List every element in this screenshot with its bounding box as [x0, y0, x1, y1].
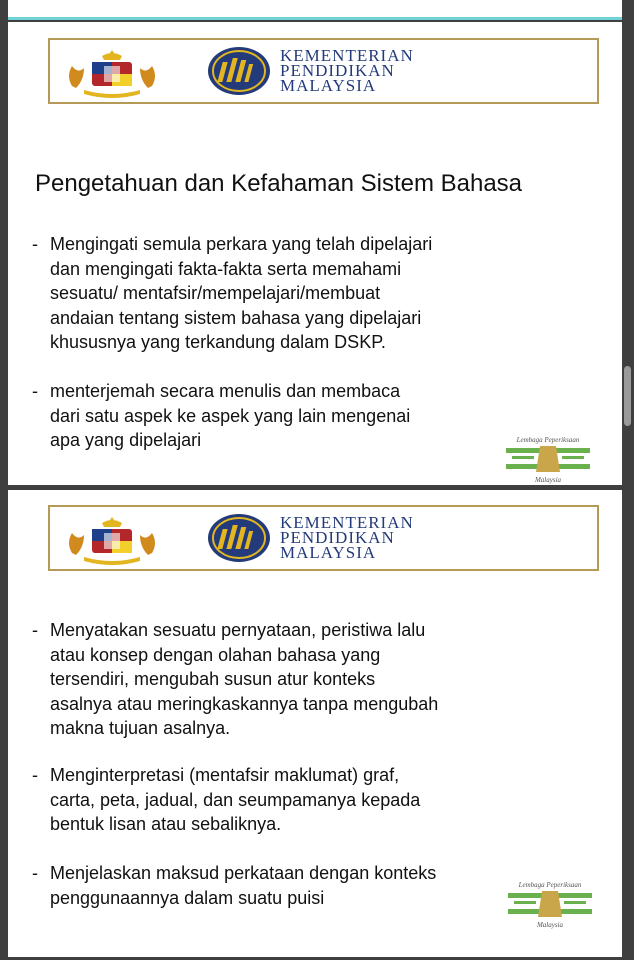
bullet-marker: - — [32, 234, 38, 254]
bullet-item — [32, 232, 432, 355]
bullet-line: makna tujuan asalnya. — [50, 718, 231, 738]
bullet-item — [32, 763, 420, 837]
bullet-line: Menyatakan sesuatu pernyataan, peristiwa lalu — [50, 620, 426, 640]
bullet-line: dan mengingati fakta-fakta serta memahami — [50, 258, 402, 279]
ministry-name — [280, 48, 414, 93]
bullet-line: Menginterpretasi (mentafsir maklumat) graf, — [50, 765, 400, 785]
bullet-marker: - — [32, 863, 38, 883]
bullet-line: Mengingati semula perkara yang telah dipelajari — [50, 234, 433, 254]
bullet-marker: - — [32, 765, 38, 785]
bullet-line: andaian tentang sistem bahasa yang dipelajari — [50, 307, 422, 328]
stamp-text-bottom: Malaysia — [536, 921, 564, 929]
bullet-line: bentuk lisan atau sebaliknya. — [50, 814, 282, 834]
slide-header — [48, 505, 599, 571]
ministry-line: KEMENTERIAN — [280, 46, 414, 65]
ministry-logo-icon — [207, 46, 271, 96]
ministry-logo-icon — [207, 513, 271, 563]
bullet-line: sesuatu/ mentafsir/mempelajari/membuat — [50, 283, 381, 303]
bullet-item — [32, 618, 438, 741]
previous-page-edge — [8, 0, 622, 20]
exam-board-stamp-icon — [500, 875, 600, 935]
stamp-text-top: Lembaga Peperiksaan — [518, 881, 582, 889]
ministry-line: MALAYSIA — [280, 543, 377, 562]
bullet-line: tersendiri, mengubah susun atur konteks — [50, 669, 376, 689]
bullet-line: asalnya atau meringkaskannya tanpa mengubah — [50, 693, 439, 714]
stamp-text-top: Lembaga Peperiksaan — [516, 436, 580, 444]
bullet-line: apa yang dipelajari — [50, 430, 202, 450]
scrollbar-thumb[interactable] — [624, 366, 631, 426]
bullet-item — [32, 861, 436, 910]
bullet-item — [32, 379, 410, 453]
slide-2 — [8, 490, 622, 957]
ministry-name — [280, 515, 414, 560]
coat-of-arms-icon — [62, 46, 162, 98]
bullet-line: menterjemah secara menulis dan membaca — [50, 381, 401, 401]
slide-1 — [8, 22, 622, 485]
slide-title: Pengetahuan dan Kefahaman Sistem Bahasa — [35, 170, 523, 197]
exam-board-stamp-icon — [498, 430, 598, 485]
slide-header — [48, 38, 599, 104]
bullet-marker: - — [32, 381, 38, 401]
bullet-line: penggunaannya dalam suatu puisi — [50, 887, 325, 908]
bullet-line: atau konsep dengan olahan bahasa yang — [50, 644, 381, 665]
bullet-marker: - — [32, 620, 38, 640]
bullet-line: carta, peta, jadual, dan seumpamanya kepada — [50, 789, 421, 810]
ministry-line: MALAYSIA — [280, 76, 377, 95]
vertical-scrollbar[interactable] — [622, 0, 634, 960]
ministry-line: PENDIDIKAN — [280, 528, 395, 547]
stamp-text-bottom: Malaysia — [534, 476, 562, 484]
bullet-line: dari satu aspek ke aspek yang lain mengenai — [50, 405, 411, 426]
bullet-line: khususnya yang terkandung dalam DSKP. — [50, 332, 386, 352]
ministry-line: KEMENTERIAN — [280, 513, 414, 532]
bullet-line: Menjelaskan maksud perkataan dengan konteks — [50, 863, 437, 883]
ministry-line: PENDIDIKAN — [280, 61, 395, 80]
coat-of-arms-icon — [62, 513, 162, 565]
